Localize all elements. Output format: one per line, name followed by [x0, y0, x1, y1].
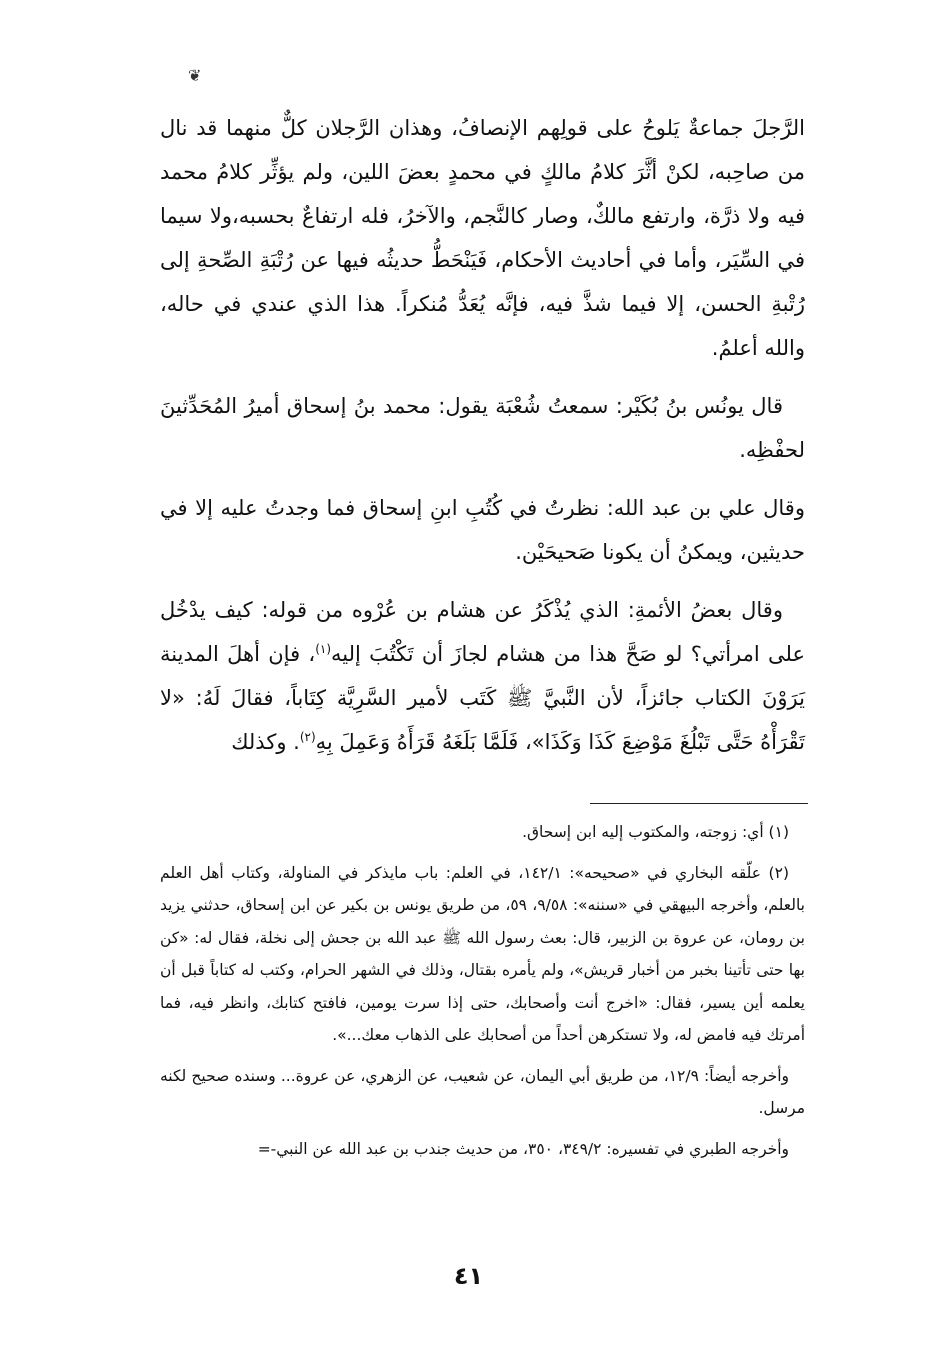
- page-number: ٤١: [453, 1262, 484, 1290]
- paragraph-4-part-1: وقال بعضُ الأئمةِ: الذي يُذْكَرُ عن هشام بن عُرْوه من قوله: كيف يدْخُل على امرأتي؟ لو صَحَّ هذا من هشام لجازَ أن تَكْتُبَ إليه: [160, 598, 805, 666]
- paragraph-4-part-2: ، فإن أهلَ المدينة يَرَوْنَ الكتاب جائزاً، لأن النَّبيَّ ﷺ كَتَب لأمير السَّرِيَّة كِتَاباً، فقالَ لَهُ: «لا تَقْرَأْهُ حَتَّى تَبْلُغَ مَوْضِعَ كَذَا وَكَذَا»، فَلَمَّا بَلَغَهُ قَرَأَهُ وَعَمِلَ بِهِ: [160, 642, 805, 754]
- main-text: [160, 106, 805, 778]
- footnote-2: (٢) علّقه البخاري في «صحيحه»: ١٤٢/١، في العلم: باب مايذكر في المناولة، وكتاب أهل العلم بالعلم، وأخرجه البيهقي في «سننه»: ٩/٥٨، ٥٩، من طريق يونس بن بكير عن ابن إسحاق، حدثني يزيد بن رومان، عن عروة بن الزبير، قال: بعث رسول الله ﷺ عبد الله بن جحش إلى نخلة، فقال له: «كن بها حتى تأتينا بخبر من أخبار قريش»، ولم يأمره بقتال، وذلك في الشهر الحرام، وكتب له كتاباً قبل أن يعلمه أين يسير، فقال: «اخرج أنت وأصحابك، حتى إذا سرت يومين، فافتح كتابك، وانظر فيه، فما أمرتك فيه فامض له، ولا تستكرهن أحداً من أصحابك على الذهاب معك...».: [160, 863, 805, 1044]
- footnote-3: وأخرجه أيضاً: ١٢/٩، من طريق أبي اليمان، عن شعيب، عن الزهري، عن عروة... وسنده صحيح لكنه مرسل.: [160, 1066, 805, 1117]
- paragraph-4: [160, 588, 805, 764]
- footnote-4: وأخرجه الطبري في تفسيره: ٣٤٩/٢، ٣٥٠، من حديث جندب بن عبد الله عن النبي-=: [257, 1139, 789, 1158]
- footnote-1: (١) أي: زوجته، والمكتوب إليه ابن إسحاق.: [522, 823, 789, 841]
- paragraph-3: وقال علي بن عبد الله: نظرتُ في كُتُبِ ابنِ إسحاق فما وجدتُ عليه إلا في حديثين، ويمكنُ أن يكونا صَحيحَيْن.: [160, 496, 805, 564]
- paragraph-4-part-3: . وكذلك: [231, 730, 300, 754]
- paragraph-2: قال يونُس بنُ بُكَيْر: سمعتُ شُعْبَة يقول: محمد بنُ إسحاق أميرُ المُحَدِّثينَ لحفْظِه.: [160, 394, 805, 462]
- ornament-icon: ❦: [188, 66, 202, 85]
- paragraph-1: الرَّجلَ جماعةٌ يَلوحُ على قولِهم الإنصافُ، وهذان الرَّجلان كلٌّ منهما قد نال من صاحِبه، لكنْ أثَّرَ كلامُ مالكٍ في محمدٍ بعضَ اللين، ولم يؤثِّر كلامُ محمد فيه ولا ذرَّة، وارتفع مالكٌ، وصار كالنَّجم، والآخرُ، فله ارتفاعٌ بحسبه،ولا سيما في السِّيَر، وأما في أحاديث الأحكام، فَيَنْحَطُّ حديثُه فيها عن رُتْبَةِ الصِّحةِ إلى رُتْبةِ الحسن، إلا فيما شذَّ فيه، فإنَّه يُعَدُّ مُنكراً. هذا الذي عندي في حاله، والله أعلمُ.: [160, 116, 805, 360]
- footnote-ref-1: (١): [315, 642, 332, 656]
- footnote-ref-2: (٢): [299, 730, 316, 744]
- footnote-separator: [590, 803, 808, 804]
- footnotes: [160, 816, 805, 1173]
